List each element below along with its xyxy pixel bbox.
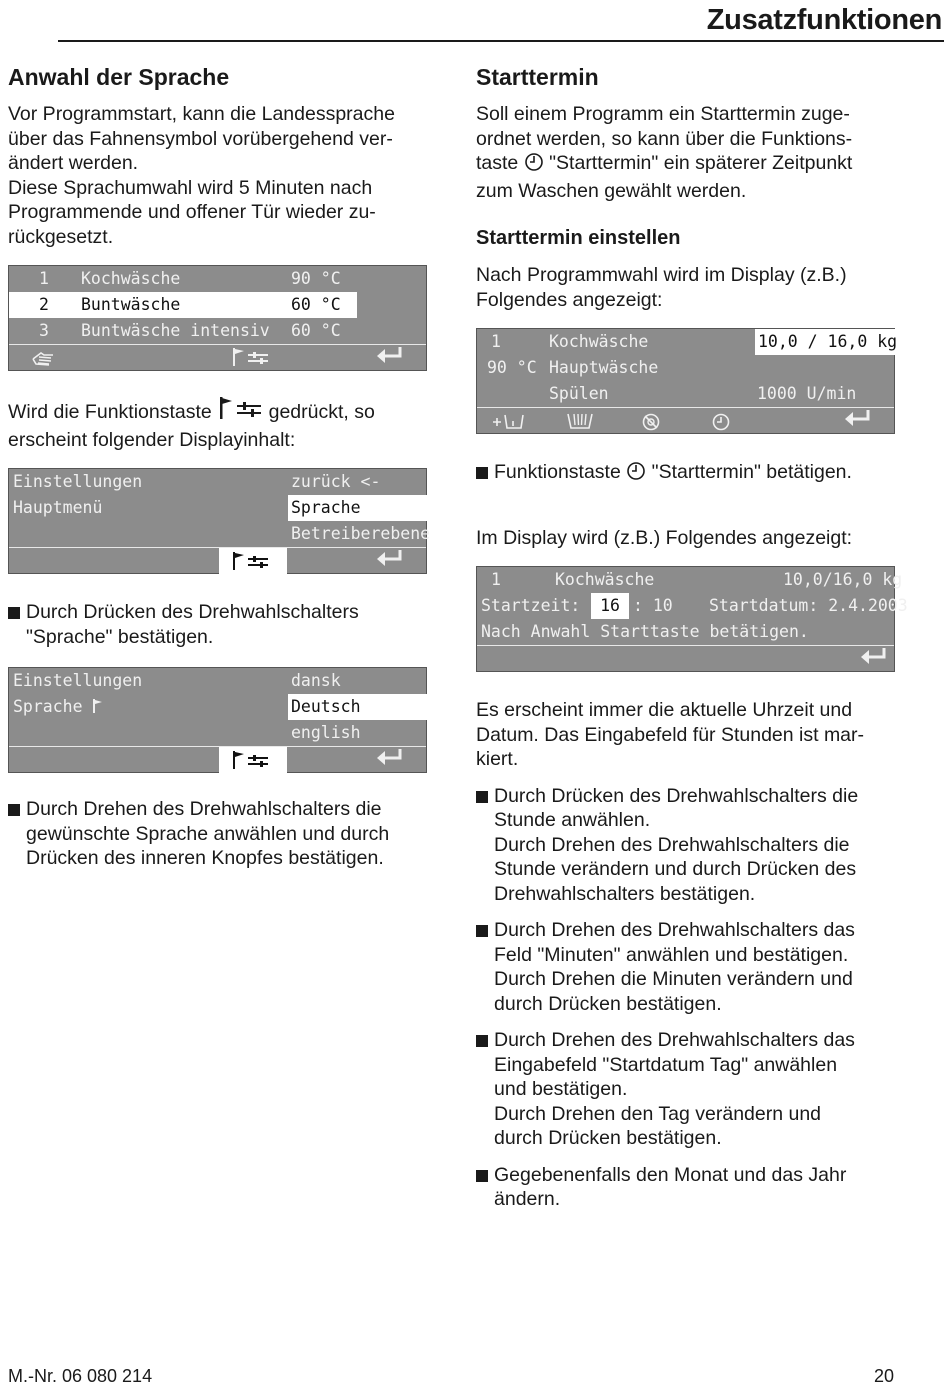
text-line: kiert. xyxy=(476,748,519,770)
instruction-bullet xyxy=(476,1163,896,1212)
instruction-bullet xyxy=(476,918,896,1016)
return-arrow-icon xyxy=(375,548,405,570)
bullet-square-icon xyxy=(476,925,488,937)
text-line: Durch Drücken des Drehwahlschalters die xyxy=(494,784,859,807)
settings-main-menu-display xyxy=(8,468,431,574)
instruction-bullet xyxy=(8,600,433,649)
text-line: ändert werden. xyxy=(8,152,139,174)
subheading-set-start-time: Starttermin einstellen xyxy=(476,227,681,249)
flag-settings-icon xyxy=(231,551,271,571)
text-line: Stunde anwählen. xyxy=(494,809,651,831)
minute-input-field[interactable]: : 10 xyxy=(633,596,673,615)
display-separator xyxy=(9,746,426,747)
text-fragment: "Starttermin" betätigen. xyxy=(651,461,852,483)
text-line: Durch Drücken des Drehwahlschalters xyxy=(26,601,359,623)
flag-settings-icon xyxy=(231,347,271,367)
bullet-square-icon xyxy=(476,1170,488,1182)
text-line: ändern. xyxy=(494,1188,561,1210)
after-selection-text xyxy=(476,263,896,312)
text-line: "Sprache" bestätigen. xyxy=(26,625,214,648)
text-fragment: gedrückt, so xyxy=(268,401,375,423)
program-status-display xyxy=(476,328,898,434)
text-line: Durch Drehen des Drehwahlschalters das xyxy=(494,1029,855,1051)
start-time-intro xyxy=(476,102,896,203)
instruction-bullet xyxy=(476,784,896,907)
program-number: 1 xyxy=(491,570,501,589)
function-key-text xyxy=(8,395,433,452)
display-row xyxy=(9,266,357,292)
text-line: Durch Drehen des Drehwahlschalters die xyxy=(494,833,850,856)
no-spin-icon xyxy=(641,412,661,432)
display-row xyxy=(9,318,357,344)
program-temp: 60 °C xyxy=(291,295,341,314)
display-shown-text: Im Display wird (z.B.) Folgendes angezeigt: xyxy=(476,526,853,549)
program-list-display xyxy=(8,265,427,371)
clock-icon xyxy=(524,152,544,179)
menu-item-language-selected: Sprache xyxy=(288,495,427,521)
return-arrow-icon xyxy=(375,747,405,769)
text-line: Durch Drehen des Drehwahlschalters die xyxy=(26,798,382,820)
header-rule xyxy=(58,40,944,42)
text-line: und bestätigen. xyxy=(494,1078,628,1100)
menu-item-operator-level: Betreiberebene xyxy=(291,524,431,543)
text-line: Es erscheint immer die aktuelle Uhrzeit und xyxy=(476,699,853,721)
flag-settings-icon xyxy=(231,750,271,770)
program-phase: Spülen xyxy=(549,384,609,403)
program-temp: 90 °C xyxy=(291,269,341,288)
text-line: Vor Programmstart, kann die Landessprache xyxy=(8,103,395,125)
load-value: 10,0/16,0 kg xyxy=(783,570,903,589)
clock-icon xyxy=(711,412,731,432)
spin-speed: 1000 U/min xyxy=(757,384,857,403)
text-line: Eingabefeld "Startdatum Tag" anwählen xyxy=(494,1053,838,1076)
text-line: Nach Programmwahl wird im Display (z.B.) xyxy=(476,264,847,286)
text-line: rückgesetzt. xyxy=(8,225,114,248)
text-line: gewünschte Sprache anwählen und durch xyxy=(26,822,390,845)
text-line: Durch Drehen die Minuten verändern und xyxy=(494,968,853,990)
program-name: Buntwäsche xyxy=(81,295,181,314)
program-number: 1 xyxy=(39,269,49,288)
text-line: Drücken des inneren Knopfes bestätigen. xyxy=(26,847,384,869)
hour-input-field[interactable]: 16 xyxy=(591,593,629,619)
page-number: 20 xyxy=(873,1366,894,1386)
program-name: Kochwäsche xyxy=(81,269,181,288)
bullet-square-icon xyxy=(476,1035,488,1047)
display-left-label: Einstellungen xyxy=(13,472,143,491)
flag-settings-icon xyxy=(217,395,263,428)
language-option: dansk xyxy=(291,671,341,690)
program-name: Kochwäsche xyxy=(549,332,649,351)
return-arrow-icon xyxy=(859,646,889,668)
text-line: ordnet werden, so kann über die Funktions- xyxy=(476,127,853,150)
return-arrow-icon xyxy=(843,408,873,430)
language-option-selected: Deutsch xyxy=(288,694,427,720)
instruction-bullet xyxy=(8,797,433,871)
hand-icon xyxy=(31,349,59,367)
language-label: Sprache xyxy=(13,697,83,716)
bullet-square-icon xyxy=(476,467,488,479)
flag-icon xyxy=(92,698,104,714)
document-number: M.-Nr. 06 080 214 xyxy=(8,1366,153,1386)
program-name: Kochwäsche xyxy=(555,570,655,589)
program-phase: Hauptwäsche xyxy=(549,358,659,377)
menu-item-back: zurück <- xyxy=(291,472,381,491)
instruction-bullet xyxy=(476,1028,896,1151)
program-temp: 90 °C xyxy=(487,358,537,377)
instruction-bullet xyxy=(476,460,896,488)
right-column xyxy=(476,62,908,1212)
page-header-title: Zusatzfunktionen xyxy=(706,4,942,36)
program-temp: 60 °C xyxy=(291,321,341,340)
left-column xyxy=(8,62,433,871)
display-left-label: Einstellungen xyxy=(13,671,143,690)
text-line: Soll einem Programm ein Starttermin zuge- xyxy=(476,103,850,125)
display-left-label: Hauptmenü xyxy=(13,498,103,517)
rinse-icon xyxy=(565,411,595,431)
display-row-selected xyxy=(9,292,357,318)
program-name: Buntwäsche intensiv xyxy=(81,321,270,340)
display-separator xyxy=(477,407,894,408)
clock-icon xyxy=(626,461,646,488)
prewash-icon xyxy=(491,411,527,431)
text-fragment: Funktionstaste xyxy=(494,461,621,483)
text-line: zum Waschen gewählt werden. xyxy=(476,179,747,202)
load-value-highlight: 10,0 / 16,0 kg xyxy=(755,329,895,355)
bullet-square-icon xyxy=(8,607,20,619)
language-option: english xyxy=(291,723,361,742)
text-fragment: "Starttermin" ein späterer Zeitpunkt xyxy=(549,152,853,174)
display-separator xyxy=(9,547,426,548)
text-line: durch Drücken bestätigen. xyxy=(494,1127,722,1149)
text-line: Programmende und offener Tür wieder zu- xyxy=(8,201,376,223)
current-time-info xyxy=(476,698,896,772)
program-number: 2 xyxy=(39,295,49,314)
text-line: Datum. Das Eingabefeld für Stunden ist mar- xyxy=(476,723,865,746)
bullet-square-icon xyxy=(8,804,20,816)
program-number: 3 xyxy=(39,321,49,340)
language-intro xyxy=(8,102,433,249)
text-line: über das Fahnensymbol vorübergehend ver- xyxy=(8,127,393,150)
return-arrow-icon xyxy=(375,345,405,367)
start-hint-text: Nach Anwahl Starttaste betätigen. xyxy=(481,622,809,641)
text-line: Durch Drehen den Tag verändern und xyxy=(494,1102,822,1125)
text-fragment: taste xyxy=(476,152,519,174)
language-selection-display xyxy=(8,667,427,773)
display-left-label xyxy=(13,694,104,720)
text-line: Durch Drehen des Drehwahlschalters das xyxy=(494,919,855,941)
text-line: Folgendes angezeigt: xyxy=(476,288,663,311)
text-line: Stunde verändern und durch Drücken des xyxy=(494,858,857,880)
text-line: durch Drücken bestätigen. xyxy=(494,992,722,1015)
text-line: Gegebenenfalls den Monat und das Jahr xyxy=(494,1163,847,1186)
section-heading-start-time: Starttermin xyxy=(476,64,599,90)
display-separator xyxy=(9,344,426,345)
text-line: Feld "Minuten" anwählen und bestätigen. xyxy=(494,943,849,966)
text-fragment: Wird die Funktionstaste xyxy=(8,401,212,423)
bullet-square-icon xyxy=(476,791,488,803)
text-line: erscheint folgender Displayinhalt: xyxy=(8,428,296,451)
start-time-label: Startzeit: xyxy=(481,596,581,615)
start-time-display xyxy=(476,566,908,672)
program-number: 1 xyxy=(491,332,501,351)
text-line: Diese Sprachumwahl wird 5 Minuten nach xyxy=(8,176,373,199)
start-date-field[interactable]: Startdatum: 2.4.2003 xyxy=(709,596,908,615)
text-line: Drehwahlschalters bestätigen. xyxy=(494,882,756,905)
display-separator xyxy=(477,645,894,646)
section-heading-language: Anwahl der Sprache xyxy=(8,64,230,90)
